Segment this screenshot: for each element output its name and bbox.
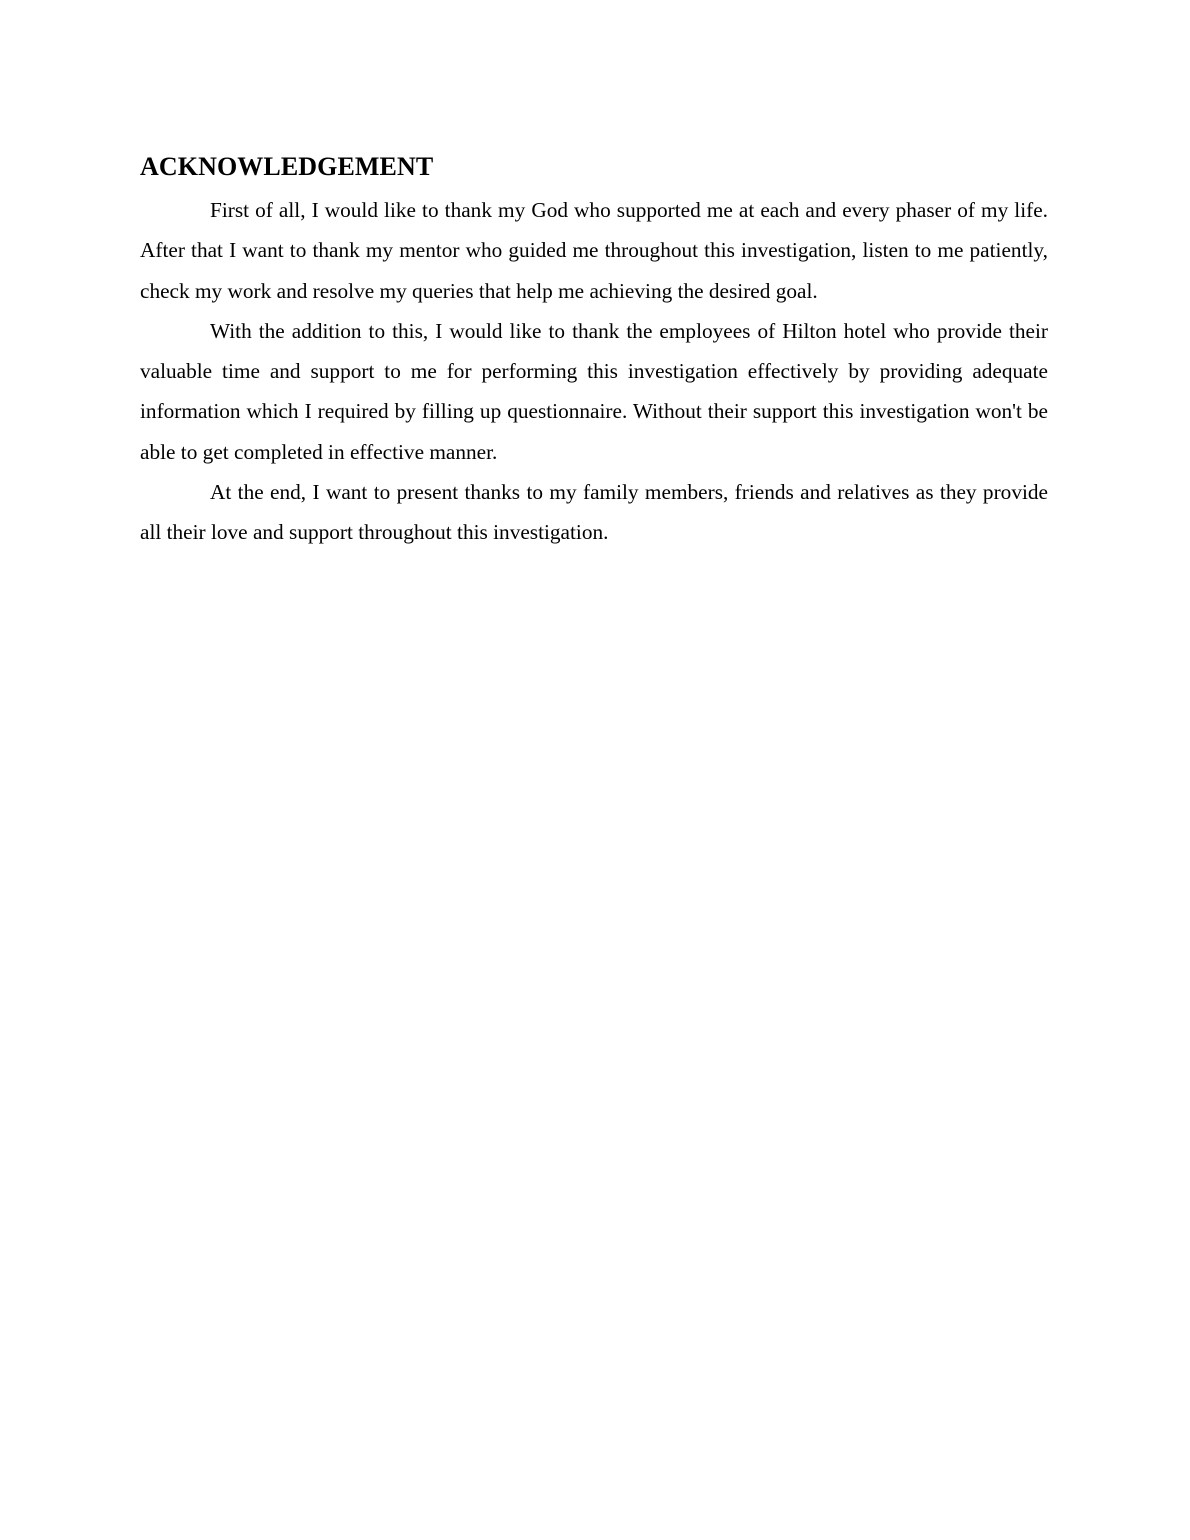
document-body	[140, 150, 1048, 553]
page-title: ACKNOWLEDGEMENT	[140, 152, 434, 181]
paragraph-2: With the addition to this, I would like to thank the employees of Hilton hotel who provide their valuable time and support to me for performing this investigation effectively by providing adequate information which I required by filling up questionnaire. Without their support this investigation won't be able to get completed in effective manner.	[140, 318, 1048, 464]
paragraph-3: At the end, I want to present thanks to my family members, friends and relatives as they provide all their love and support throughout this investigation.	[140, 480, 1048, 545]
paragraph-1: First of all, I would like to thank my God who supported me at each and every phaser of my life. After that I want to thank my mentor who guided me throughout this investigation, listen to me patiently, check my work and resolve my queries that help me achieving the desired goal.	[140, 198, 1048, 303]
